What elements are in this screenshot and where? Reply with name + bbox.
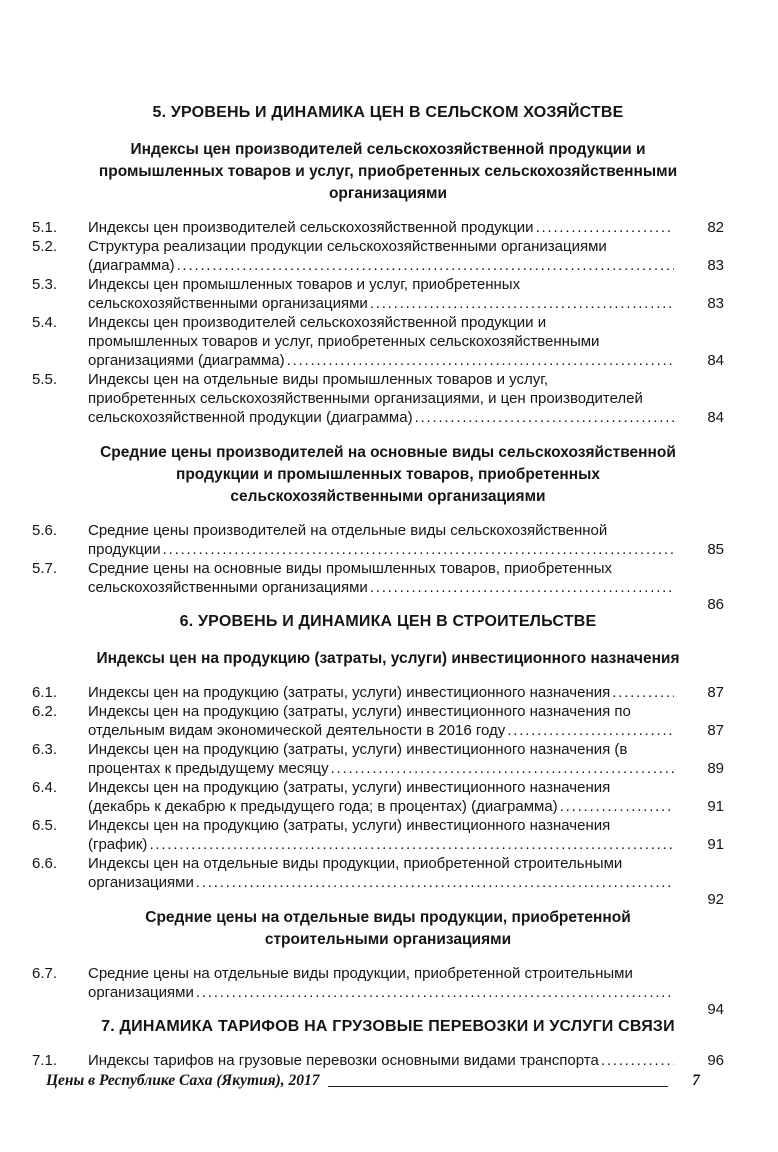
dot-leader bbox=[285, 351, 674, 370]
entry-title-text: организациями bbox=[88, 984, 194, 1001]
dot-leader bbox=[147, 835, 674, 854]
entry-title bbox=[88, 816, 674, 854]
toc-entry bbox=[32, 237, 724, 275]
entry-title-line bbox=[88, 294, 674, 313]
dot-leader bbox=[599, 1051, 674, 1070]
entry-title-line bbox=[88, 683, 674, 702]
entry-number: 6.2. bbox=[32, 703, 58, 720]
entry-title bbox=[88, 237, 674, 275]
entry-title-line: Индексы цен на продукцию (затраты, услуги) инвестиционного назначения bbox=[88, 779, 611, 796]
entry-title bbox=[88, 702, 674, 740]
entry-title bbox=[88, 683, 674, 702]
entry-page-number: 94 bbox=[707, 1001, 724, 1018]
entry-title-text: Индексы тарифов на грузовые перевозки основными видами транспорта bbox=[88, 1052, 599, 1069]
entry-page-number: 96 bbox=[707, 1052, 724, 1069]
entry-page-number: 83 bbox=[707, 257, 724, 274]
heading-line: Индексы цен на продукцию (затраты, услуги) инвестиционного назначения bbox=[96, 650, 680, 667]
entry-title-line: Средние цены на отдельные виды продукции, приобретенной строительными bbox=[88, 965, 633, 982]
section-title bbox=[32, 1016, 724, 1038]
toc-entry bbox=[32, 370, 724, 427]
entry-number: 5.4. bbox=[32, 314, 58, 331]
heading-line: Средние цены производителей на основные виды сельскохозяйственной bbox=[100, 444, 676, 461]
entry-number: 5.2. bbox=[32, 238, 58, 255]
entry-title bbox=[88, 964, 674, 1002]
entry-title bbox=[88, 313, 674, 370]
dot-leader bbox=[194, 873, 674, 892]
entry-title-text: процентах к предыдущему месяцу bbox=[88, 760, 329, 777]
entry-title-line bbox=[88, 983, 674, 1002]
dot-leader bbox=[558, 797, 674, 816]
dot-leader bbox=[413, 408, 674, 427]
heading-line: промышленных товаров и услуг, приобретенных сельскохозяйственными bbox=[98, 163, 678, 180]
toc-entry bbox=[32, 313, 724, 370]
entry-title-text: организациями bbox=[88, 874, 194, 891]
entry-title-text: отдельным видам экономической деятельности в 2016 году bbox=[88, 722, 506, 739]
section-title bbox=[32, 611, 724, 633]
entry-title-text: Индексы цен на продукцию (затраты, услуги) инвестиционного назначения bbox=[88, 684, 611, 701]
toc-entry bbox=[32, 683, 724, 702]
section-title bbox=[32, 102, 724, 124]
entry-number: 7.1. bbox=[32, 1052, 58, 1069]
entry-title-line: Индексы цен на продукцию (затраты, услуги) инвестиционного назначения по bbox=[88, 703, 631, 720]
heading-line: строительными организациями bbox=[264, 931, 512, 948]
entry-page-number: 91 bbox=[707, 836, 724, 853]
entry-title-line: Индексы цен производителей сельскохозяйственной продукции и bbox=[88, 314, 547, 331]
entry-title bbox=[88, 218, 674, 237]
subsection-title bbox=[32, 907, 724, 951]
entry-page-number: 87 bbox=[707, 684, 724, 701]
entry-title-text: организациями (диаграмма) bbox=[88, 352, 285, 369]
toc-entry bbox=[32, 816, 724, 854]
entry-number: 5.1. bbox=[32, 219, 58, 236]
entry-number: 6.1. bbox=[32, 684, 58, 701]
entry-number: 5.6. bbox=[32, 522, 58, 539]
toc-entry bbox=[32, 740, 724, 778]
dot-leader bbox=[534, 218, 674, 237]
toc-entry bbox=[32, 521, 724, 559]
entry-number: 5.5. bbox=[32, 371, 58, 388]
toc-entry bbox=[32, 702, 724, 740]
entry-title-line bbox=[88, 218, 674, 237]
heading-line: Индексы цен производителей сельскохозяйственной продукции и bbox=[130, 141, 646, 158]
dot-leader bbox=[161, 540, 674, 559]
toc-entry-group bbox=[32, 1051, 724, 1070]
toc-entry-group bbox=[32, 218, 724, 427]
heading-line: 7. ДИНАМИКА ТАРИФОВ НА ГРУЗОВЫЕ ПЕРЕВОЗКИ И УСЛУГИ СВЯЗИ bbox=[101, 1018, 675, 1035]
footer-publication-title: Цены в Республике Саха (Якутия), 2017 bbox=[46, 1072, 320, 1089]
table-of-contents bbox=[32, 102, 724, 1070]
heading-line: продукции и промышленных товаров, приобретенных bbox=[175, 466, 601, 483]
entry-title-text: (декабрь к декабрю к предыдущего года; в процентах) (диаграмма) bbox=[88, 798, 558, 815]
entry-title bbox=[88, 854, 674, 892]
entry-page-number: 84 bbox=[707, 352, 724, 369]
entry-page-number: 91 bbox=[707, 798, 724, 815]
entry-number: 6.7. bbox=[32, 965, 58, 982]
toc-entry bbox=[32, 559, 724, 613]
entry-title-line bbox=[88, 759, 674, 778]
entry-page-number: 89 bbox=[707, 760, 724, 777]
entry-title-text: Индексы цен производителей сельскохозяйственной продукции bbox=[88, 219, 534, 236]
entry-page-number: 87 bbox=[707, 722, 724, 739]
toc-entry-group bbox=[32, 521, 724, 613]
toc-entry bbox=[32, 854, 724, 908]
toc-entry bbox=[32, 1051, 724, 1070]
entry-title-line: Индексы цен на продукцию (затраты, услуги) инвестиционного назначения bbox=[88, 817, 611, 834]
entry-title-line: приобретенных сельскохозяйственными организациями, и цен производителей bbox=[88, 390, 643, 407]
entry-page-number: 83 bbox=[707, 295, 724, 312]
entry-page-number: 85 bbox=[707, 541, 724, 558]
dot-leader bbox=[368, 294, 674, 313]
toc-entry bbox=[32, 218, 724, 237]
entry-title bbox=[88, 521, 674, 559]
entry-title bbox=[88, 275, 674, 313]
entry-title-line bbox=[88, 835, 674, 854]
entry-title bbox=[88, 559, 674, 597]
entry-title-line bbox=[88, 351, 674, 370]
footer-page-number: 7 bbox=[692, 1072, 700, 1089]
entry-title bbox=[88, 740, 674, 778]
entry-page-number: 84 bbox=[707, 409, 724, 426]
footer-rule bbox=[328, 1086, 668, 1087]
entry-title-line: Индексы цен на продукцию (затраты, услуги) инвестиционного назначения (в bbox=[88, 741, 628, 758]
subsection-title bbox=[32, 442, 724, 508]
entry-title-text: (график) bbox=[88, 836, 148, 853]
dot-leader bbox=[368, 578, 674, 597]
entry-page-number: 92 bbox=[707, 891, 724, 908]
entry-title-text: (диаграмма) bbox=[88, 257, 175, 274]
entry-title-line: Индексы цен промышленных товаров и услуг, приобретенных bbox=[88, 276, 521, 293]
heading-line: 6. УРОВЕНЬ И ДИНАМИКА ЦЕН В СТРОИТЕЛЬСТВЕ bbox=[179, 613, 597, 630]
toc-entry-group bbox=[32, 683, 724, 908]
dot-leader bbox=[329, 759, 674, 778]
heading-line: организациями bbox=[328, 185, 448, 202]
entry-title-line bbox=[88, 256, 674, 275]
toc-entry bbox=[32, 778, 724, 816]
entry-title bbox=[88, 370, 674, 427]
entry-title bbox=[88, 778, 674, 816]
entry-page-number: 86 bbox=[707, 596, 724, 613]
entry-title-line bbox=[88, 797, 674, 816]
entry-title-line: Структура реализации продукции сельскохозяйственными организациями bbox=[88, 238, 607, 255]
toc-entry bbox=[32, 964, 724, 1018]
entry-number: 5.3. bbox=[32, 276, 58, 293]
entry-number: 6.6. bbox=[32, 855, 58, 872]
toc-entry-group bbox=[32, 964, 724, 1018]
subsection-title bbox=[32, 139, 724, 205]
page-footer bbox=[46, 1072, 724, 1090]
entry-title-line bbox=[88, 1051, 674, 1070]
subsection-title bbox=[32, 648, 724, 670]
dot-leader bbox=[194, 983, 674, 1002]
entry-number: 6.5. bbox=[32, 817, 58, 834]
entry-title-text: сельскохозяйственными организациями bbox=[88, 579, 368, 596]
dot-leader bbox=[505, 721, 674, 740]
entry-title-line: Индексы цен на отдельные виды промышленных товаров и услуг, bbox=[88, 371, 549, 388]
dot-leader bbox=[175, 256, 674, 275]
entry-number: 6.3. bbox=[32, 741, 58, 758]
entry-page-number: 82 bbox=[707, 219, 724, 236]
entry-number: 5.7. bbox=[32, 560, 58, 577]
entry-title-line bbox=[88, 540, 674, 559]
entry-title-line bbox=[88, 721, 674, 740]
entry-title-line: промышленных товаров и услуг, приобретенных сельскохозяйственными bbox=[88, 333, 600, 350]
dot-leader bbox=[610, 683, 674, 702]
entry-title-text: сельскохозяйственными организациями bbox=[88, 295, 368, 312]
entry-title-line: Средние цены на основные виды промышленных товаров, приобретенных bbox=[88, 560, 613, 577]
entry-title-line bbox=[88, 408, 674, 427]
entry-title-line: Средние цены производителей на отдельные виды сельскохозяйственной bbox=[88, 522, 608, 539]
toc-entry bbox=[32, 275, 724, 313]
entry-number: 6.4. bbox=[32, 779, 58, 796]
entry-title-line bbox=[88, 873, 674, 892]
heading-line: сельскохозяйственными организациями bbox=[230, 488, 546, 505]
entry-title-text: продукции bbox=[88, 541, 161, 558]
heading-line: Средние цены на отдельные виды продукции, приобретенной bbox=[145, 909, 631, 926]
heading-line: 5. УРОВЕНЬ И ДИНАМИКА ЦЕН В СЕЛЬСКОМ ХОЗЯЙСТВЕ bbox=[152, 104, 624, 121]
entry-title bbox=[88, 1051, 674, 1070]
entry-title-line: Индексы цен на отдельные виды продукции, приобретенной строительными bbox=[88, 855, 623, 872]
entry-title-text: сельскохозяйственной продукции (диаграмма) bbox=[88, 409, 413, 426]
entry-title-line bbox=[88, 578, 674, 597]
